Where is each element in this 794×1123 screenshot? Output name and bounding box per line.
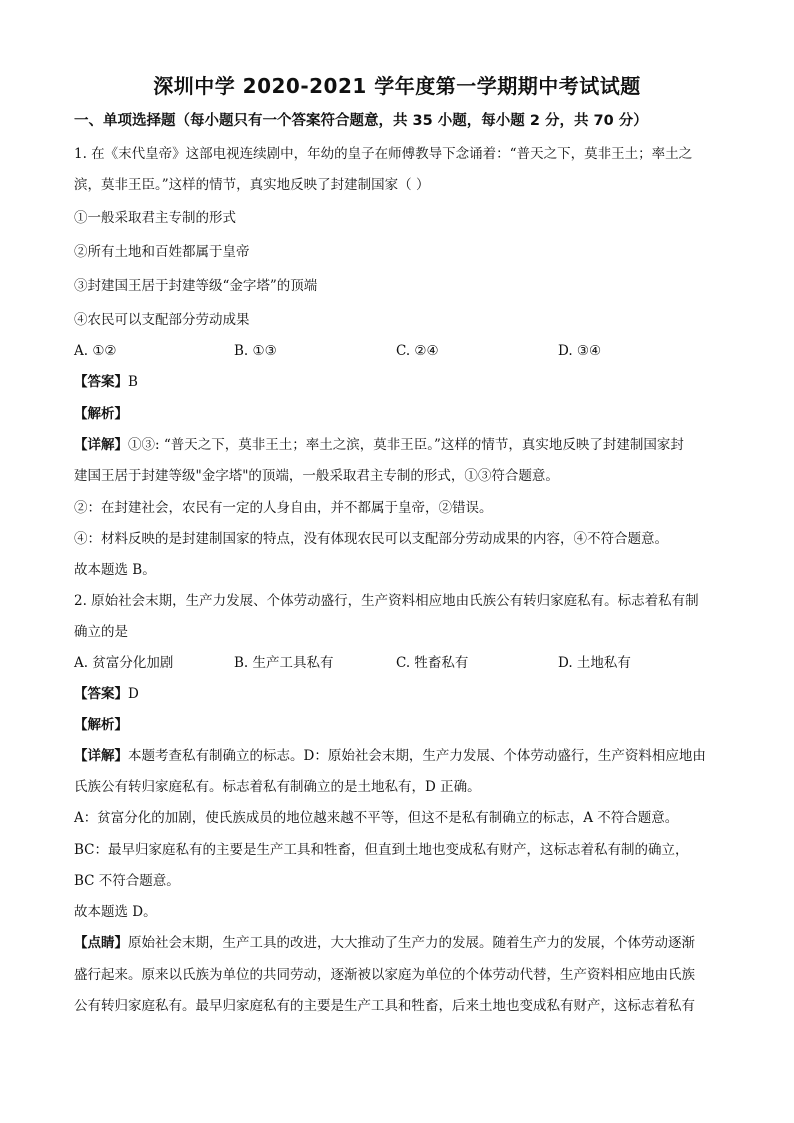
page-title: 深圳中学 2020-2021 学年度第一学期期中考试试题	[153, 74, 641, 98]
q1-item-3: ③封建国王居于封建等级“金字塔”的顶端	[74, 278, 318, 294]
q1-option-a: A. ①②	[74, 343, 117, 359]
detail-tag: 【详解】	[74, 437, 128, 453]
q1-item-2: ②所有土地和百姓都属于皇帝	[74, 244, 250, 260]
q1-conclusion: 故本题选 B。	[74, 562, 156, 578]
answer-value: D	[128, 686, 139, 702]
q1-item-4: ④农民可以支配部分劳动成果	[74, 312, 250, 328]
q1-answer	[74, 373, 138, 391]
q1-analysis-tag: 【解析】	[74, 406, 128, 422]
answer-tag: 【答案】	[74, 686, 128, 702]
detail-text: ①③: “普天之下，莫非王土；率土之滨，莫非王臣。”这样的情节，真实地反映了封建制国家封	[128, 437, 684, 453]
section-heading: 一、单项选择题（每小题只有一个答案符合题意，共 35 小题，每小题 2 分，共 70 分）	[74, 113, 648, 129]
q2-comment-line-2: 盛行起来。原来以氏族为单位的共同劳动，逐渐被以家庭为单位的个体劳动代替，生产资料相应地由氏族	[74, 967, 695, 983]
q1-item-1: ①一般采取君主专制的形式	[74, 210, 236, 226]
q1-detail-line-3: ②：在封建社会，农民有一定的人身自由，并不都属于皇帝，②错误。	[74, 500, 493, 516]
q2-analysis-tag: 【解析】	[74, 717, 128, 733]
q1-stem-line-2: 滨，莫非王臣。”这样的情节，真实地反映了封建制国家（ ）	[74, 177, 430, 193]
comment-text: 原始社会末期，生产工具的改进，大大推动了生产力的发展。随着生产力的发展，个体劳动逐渐	[128, 935, 695, 951]
q2-comment-line-3: 公有转归家庭私有。最早归家庭私有的主要是生产工具和牲畜，后来土地也变成私有财产，这标志着私有	[74, 998, 695, 1014]
q1-option-b: B. ①③	[234, 343, 277, 359]
q2-conclusion: 故本题选 D。	[74, 904, 157, 920]
q1-option-d: D. ③④	[558, 343, 602, 359]
q2-comment-line-1	[74, 934, 695, 952]
detail-text: 本题考查私有制确立的标志。D：原始社会末期，生产力发展、个体劳动盛行，生产资料相应地由	[128, 748, 706, 764]
q2-option-a: A. 贫富分化加剧	[74, 655, 174, 671]
detail-tag: 【详解】	[74, 748, 128, 764]
q1-stem-line-1: 1. 在《末代皇帝》这部电视连续剧中，年幼的皇子在师傅教导下念诵着：“普天之下，莫非王土；率土之	[74, 146, 693, 162]
q2-detail-line-2: 氏族公有转归家庭私有。标志着私有制确立的是土地私有，D 正确。	[74, 779, 481, 795]
q1-detail-line-4: ④：材料反映的是封建制国家的特点，没有体现农民可以支配部分劳动成果的内容，④不符合题意。	[74, 531, 668, 547]
q2-stem-line-1: 2. 原始社会末期，生产力发展、个体劳动盛行，生产资料相应地由氏族公有转归家庭私有。标志着私有制	[74, 593, 699, 609]
q2-detail-line-4: BC：最早归家庭私有的主要是生产工具和牲畜，但直到土地也变成私有财产，这标志着私有制的确立，	[74, 842, 689, 858]
q2-option-d: D. 土地私有	[558, 655, 631, 671]
q2-detail-line-3: A：贫富分化的加剧，使氏族成员的地位越来越不平等，但这不是私有制确立的标志，A 不符合题意。	[74, 810, 679, 826]
q1-detail-line-2: 建国王居于封建等级"金字塔"的顶端，一般采取君主专制的形式，①③符合题意。	[74, 468, 559, 484]
q2-option-b: B. 生产工具私有	[234, 655, 334, 671]
q2-stem-line-2: 确立的是	[74, 624, 128, 640]
q2-option-c: C. 牲畜私有	[396, 655, 469, 671]
answer-value: B	[128, 374, 138, 390]
q2-detail-line-5: BC 不符合题意。	[74, 873, 180, 889]
q2-detail-line-1	[74, 747, 706, 765]
q1-option-c: C. ②④	[396, 343, 439, 359]
comment-tag: 【点睛】	[74, 935, 128, 951]
answer-tag: 【答案】	[74, 374, 128, 390]
q2-answer	[74, 685, 139, 703]
q1-detail-line-1	[74, 436, 684, 454]
